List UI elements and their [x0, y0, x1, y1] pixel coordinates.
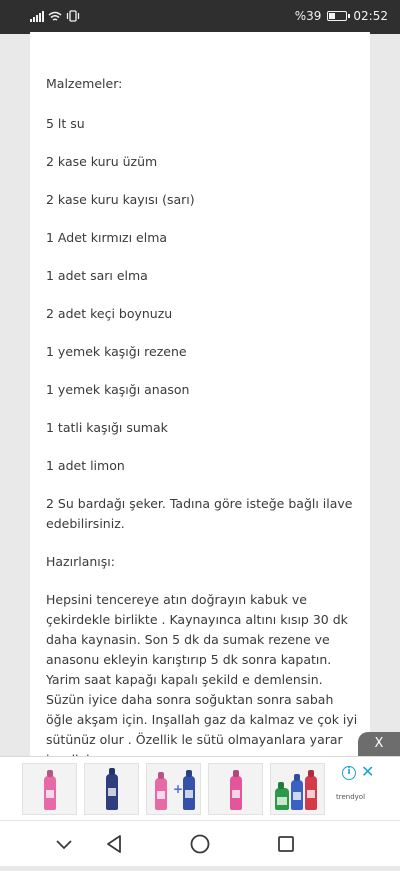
ingredient-line: 2 adet keçi boynuzu — [46, 306, 173, 321]
ad-close-icon[interactable]: ✕ — [361, 762, 375, 781]
clock: 02:52 — [353, 9, 388, 23]
ingredients-heading: Malzemeler: — [46, 76, 123, 91]
ingredient-line: 1 yemek kaşığı rezene — [46, 344, 187, 359]
ad-collapse-button[interactable]: X — [358, 732, 400, 756]
ingredient-line: 1 adet sarı elma — [46, 268, 148, 283]
ingredient-line: 2 kase kuru kayısı (sarı) — [46, 192, 195, 207]
ad-banner[interactable] — [0, 756, 400, 820]
nav-hide-button[interactable] — [44, 821, 84, 867]
ingredient-line: 1 adet limon — [46, 458, 125, 473]
battery-percent: %39 — [294, 9, 322, 23]
plus-icon: + — [173, 782, 184, 796]
home-circle-icon — [180, 821, 220, 867]
ingredient-line: 5 lt su — [46, 116, 85, 131]
preparation-heading: Hazırlanışı: — [46, 554, 115, 569]
ad-product-pink-bottle[interactable] — [22, 763, 77, 815]
ingredient-line: 1 Adet kırmızı elma — [46, 230, 168, 245]
preparation-text: Hepsini tencereye atın doğrayın kabuk ve çekirdekle birlikte . Kaynayınca altını kısıp 30 dk daha kaynasin. Son 5 dk da sumak rezene ve anasonu ekleyin karıştırıp 5 dk sonra kapatın. Yarim saat kapağı kapalı şekild e demlensin. Süzün iyice daha sonra soğuktan sonra sabah öğle akşam için. Inşallah gaz da kalmaz ve çok iyi sütünüz olur . Özellik le sütü olmayanlara yarar — [46, 592, 358, 747]
status-icons-left — [30, 10, 80, 22]
wifi-icon — [48, 11, 62, 22]
nav-back-button[interactable] — [94, 821, 134, 867]
signal-icon — [30, 11, 44, 22]
ingredient-line: 1 yemek kaşığı anason — [46, 382, 190, 397]
ad-brand-label: trendyol — [336, 793, 366, 801]
back-triangle-icon — [94, 821, 134, 867]
ingredient-line: 2 kase kuru üzüm — [46, 154, 158, 169]
ad-product-blue-bottle[interactable] — [84, 763, 139, 815]
ad-product-bottle-pair[interactable] — [146, 763, 201, 815]
ad-product-pink-bottle-2[interactable] — [208, 763, 263, 815]
webpage-viewport[interactable] — [0, 34, 400, 756]
ingredient-line: 2 Su bardağı şeker. Tadına göre isteğe bağlı ilave edebilirsiniz. — [46, 496, 353, 531]
recents-square-icon — [266, 821, 306, 867]
system-navigation-bar — [0, 820, 400, 866]
nav-home-button[interactable] — [180, 821, 220, 867]
ingredient-line: 1 tatli kaşığı sumak — [46, 420, 168, 435]
ad-info-icon[interactable]: i — [342, 766, 356, 780]
chevron-down-icon — [44, 821, 84, 867]
ad-product-detergent-bundle[interactable] — [270, 763, 325, 815]
status-icons-right — [295, 9, 388, 23]
nav-recents-button[interactable] — [266, 821, 306, 867]
status-bar — [0, 0, 400, 34]
vibrate-icon — [66, 10, 80, 22]
battery-icon — [327, 11, 347, 21]
